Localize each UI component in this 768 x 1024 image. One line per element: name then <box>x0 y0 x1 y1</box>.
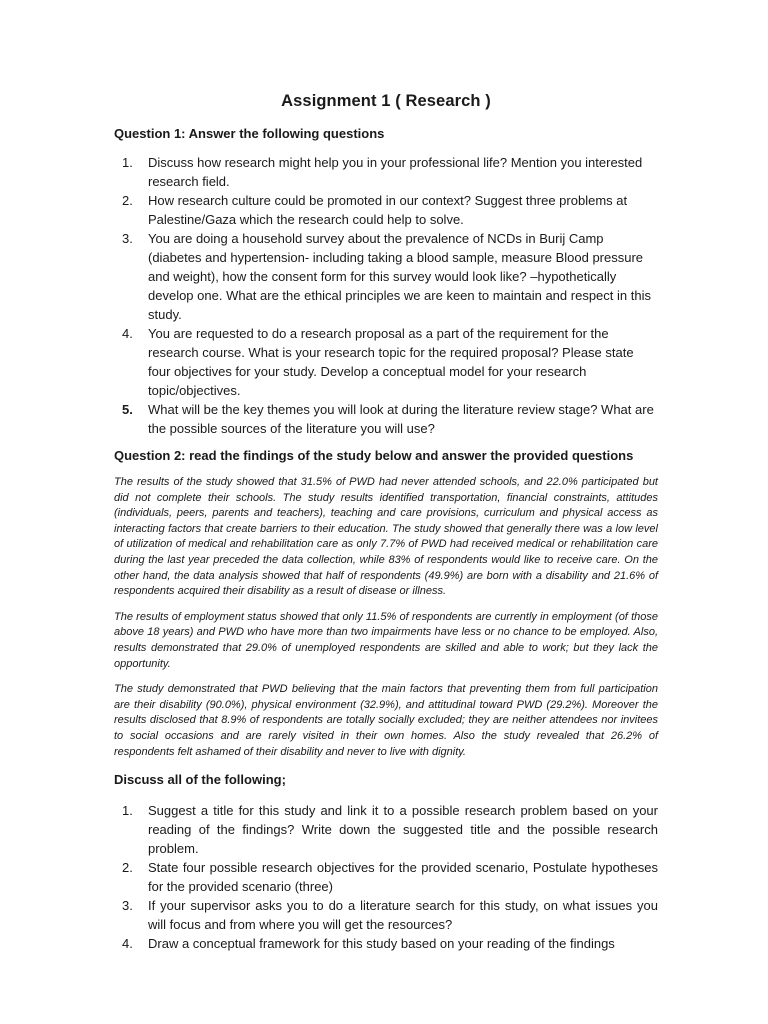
list-item <box>114 400 658 438</box>
document-title: Assignment 1 ( Research ) <box>281 92 491 110</box>
item-number: 3. <box>122 898 133 914</box>
item-text: Discuss how research might help you in your professional life? Mention you interested research field. <box>148 155 643 189</box>
list-item <box>114 801 658 858</box>
question2-heading: Question 2: read the findings of the study below and answer the provided questions <box>114 448 634 463</box>
item-number: 4. <box>122 936 133 952</box>
item-number: 5. <box>122 402 133 417</box>
item-text: State four possible research objectives for the provided scenario, Postulate hypotheses for the provided scenario (three) <box>148 860 658 895</box>
question1-list <box>114 153 658 438</box>
item-text: You are doing a household survey about the prevalence of NCDs in Burij Camp (diabetes and hypertension- including taking a blood sample, measure Blood pressure and weight), how the consent form for this survey would look like? –hypothetically develop one. What are the ethical principles we are keen to maintain and respect in this study. <box>148 231 651 322</box>
item-text: How research culture could be promoted in our context? Suggest three problems at Palestine/Gaza which the research could help to solve. <box>148 193 628 227</box>
item-text: Suggest a title for this study and link it to a possible research problem based on your reading of the findings? Write down the suggested title and the possible research problem. <box>148 803 658 857</box>
item-number: 2. <box>122 860 133 876</box>
findings-paragraph-2: The results of employment status showed that only 11.5% of respondents are currently in employment (of those above 18 years) and PWD who have more than two impairments have less or no chance to be employed. Also, results demonstrated that 29.0% of unemployed respondents are skilled and able to work; but they lack the opportunity. <box>114 610 658 670</box>
item-number: 2. <box>122 193 133 208</box>
findings-paragraph-3: The study demonstrated that PWD believing that the main factors that preventing them from full participation are their disability (90.0%), physical environment (32.9%), and attitudinal toward PWD (29.2%). Moreover the results disclosed that 8.9% of respondents are totally socially excluded; they are neither attendees nor invitees to social occasions and are rarely visited in their own homes. Also the study revealed that 26.2% of respondents felt ashamed of their disability and never to live with dignity. <box>114 683 658 758</box>
item-text: If your supervisor asks you to do a literature search for this study, on what issues you will focus and from where you will get the resources? <box>148 898 658 933</box>
list-item <box>114 324 658 400</box>
list-item <box>114 858 658 896</box>
item-text: What will be the key themes you will look at during the literature review stage? What are the possible sources of the literature you will use? <box>148 402 654 436</box>
list-item <box>114 934 658 953</box>
list-item <box>114 229 658 324</box>
list-item <box>114 191 658 229</box>
question1-heading: Question 1: Answer the following questions <box>114 126 385 141</box>
item-number: 3. <box>122 231 133 246</box>
item-text: You are requested to do a research proposal as a part of the requirement for the research course. What is your research topic for the required proposal? Please state four objectives for your study. Develop a conceptual model for your research topic/objectives. <box>148 326 634 398</box>
item-number: 1. <box>122 155 133 170</box>
discuss-list <box>114 801 658 953</box>
list-item <box>114 153 658 191</box>
discuss-heading: Discuss all of the following; <box>114 772 286 788</box>
item-number: 1. <box>122 803 133 819</box>
item-text: Draw a conceptual framework for this study based on your reading of the findings <box>148 936 615 952</box>
item-number: 4. <box>122 326 133 341</box>
findings-paragraph-1: The results of the study showed that 31.5% of PWD had never attended schools, and 22.0% participated but did not complete their schools. The study results identified transportation, financial constraints, attitudes (individuals, peers, parents and teachers), teaching and care provisions, curriculum and physical access as interacting factors that create barriers to their education. The study showed that generally there was a low level of utilization of medical and rehabilitation care as only 7.7% of PWD had received medical or rehabilitation care during the last year preceded the data collection, while 83% of respondents would like to receive care. On the other hand, the data analysis showed that half of respondents (49.9%) are born with a disability and 21.6% of respondents acquired their disability as a result of disease or illness. <box>114 476 658 598</box>
list-item <box>114 896 658 934</box>
